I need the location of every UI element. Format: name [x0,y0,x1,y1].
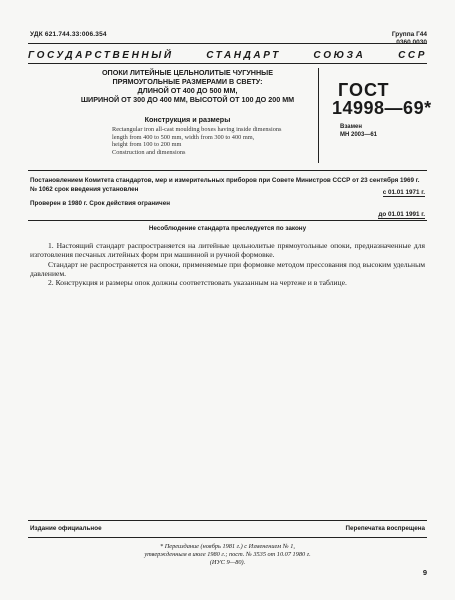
checked-note: Проверен в 1980 г. Срок действия ограничен [30,200,170,207]
paragraph: 1. Настоящий стандарт распространяется на литейные цельнолитые прямоугольные опоки, предназначенные для изготовления песчаных литейных форм при машинной и ручной формовке. [30,241,425,260]
state-title-word: СОЮЗА [313,50,366,61]
gost-label: ГОСТ [338,80,390,100]
russian-title [60,68,315,104]
footer-rule-bottom [28,537,427,538]
effective-date-value: с 01.01 1971 г. [382,189,425,196]
gost-number: 14998—69* [332,98,432,118]
english-title [112,126,312,156]
state-title-word: ССР [398,50,427,61]
reprint-notice: Перепечатка воспрещена [345,525,425,532]
english-title-line: Construction and dimensions [112,148,186,156]
replaces-note [340,124,377,139]
title-rule [28,63,427,64]
title-line: ОПОКИ ЛИТЕЙНЫЕ ЦЕЛЬНОЛИТЫЕ ЧУГУННЫЕ [101,68,274,77]
replaces-standard: МН 2003—61 [340,131,378,138]
top-rule [28,43,427,44]
footnote-line: * Переиздание (ноябрь 1981 г.) с Изменением № 1, [160,543,295,550]
prohibit-rule [28,220,427,221]
russian-subtitle: Конструкция и размеры [144,115,231,124]
english-title-line: length from 400 to 500 mm, width from 300 to 400 mm, [112,133,255,141]
paragraph: Стандарт не распространяется на опоки, применяемые при формовке методом прессования под высоким удельным давлением. [30,259,425,278]
group-number: 0360.0030 [396,39,427,46]
expiry-date-value: до 01.01 1991 г. [378,211,425,218]
standard-body [30,241,425,287]
footer-rule [28,520,427,521]
english-title-line: Rectangular iron all-cast moulding boxes having inside dimensions [112,126,282,133]
effective-date [383,189,425,197]
group-line: Группа Г44 [391,31,427,38]
state-title-word: ГОСУДАРСТВЕННЫЙ [28,50,174,61]
udk-code: УДК 621.744.33:006.354 [30,31,107,38]
title-line: ДЛИНОЙ ОТ 400 ДО 500 ММ, [137,86,238,95]
expiry-date [378,211,425,219]
title-line: ПРЯМОУГОЛЬНЫЕ РАЗМЕРАМИ В СВЕТУ: [112,77,263,86]
group-code [392,31,427,47]
title-line: ШИРИНОЙ ОТ 300 ДО 400 ММ, ВЫСОТОЙ ОТ 100 ДО 200 ММ [80,95,295,104]
footnote-line: утвержденным в июле 1980 г.; пост. № 3535 от 10.07 1980 г. [144,551,311,558]
replaces-label: Взамен [340,124,362,130]
page-number: 9 [422,568,427,577]
paragraph: 2. Конструкция и размеры опок должны соответствовать указанным на чертеже и в таблице. [48,278,347,288]
reissue-footnote [0,543,455,567]
decree-text: Постановлением Комитета стандартов, мер и измерительных приборов при Совете Министров СССР от 23 сентября 1969 г. № 1062 срок введения установлен [30,177,420,193]
legal-notice: Несоблюдение стандарта преследуется по закону [148,225,307,232]
official-edition: Издание официальное [30,525,102,532]
decree-rule [28,170,427,171]
english-title-line: height from 100 to 200 mm [112,141,182,149]
state-title-word: СТАНДАРТ [206,50,281,61]
state-standard-title [28,50,427,61]
footnote-line: (ИУС 9—80). [209,559,246,566]
